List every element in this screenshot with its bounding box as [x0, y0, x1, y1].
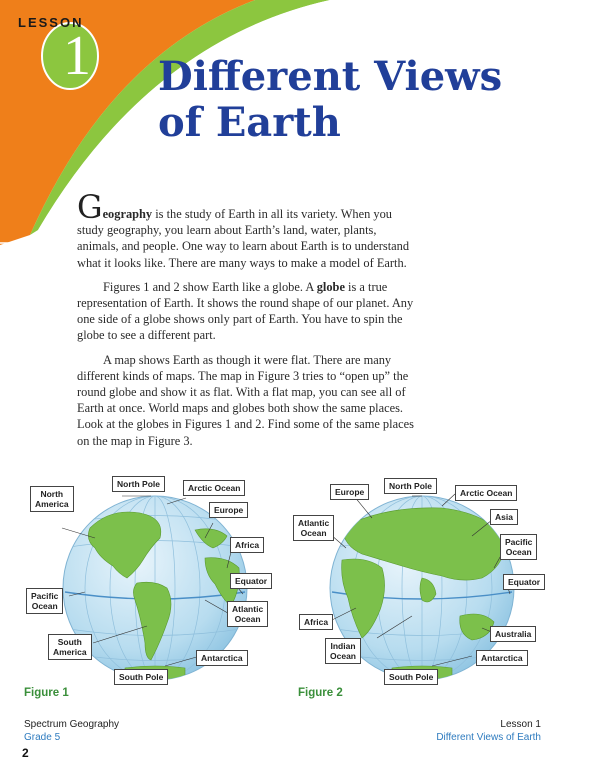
lesson-label: LESSON	[18, 15, 84, 30]
footer-lesson-title: Different Views of Earth	[436, 732, 541, 743]
footer-book-title: Spectrum Geography	[24, 719, 120, 730]
paragraph-3: A map shows Earth as though it were flat. There are many different kinds of maps. The map in Figure 3 tries to “open up” the round globe and show it as flat. With a flat map, you can see all of Earth at once. World maps and globes both show the same places. Look at the globes in Figures 1 and 2. Find some of the same places on the map in Figure 3.	[77, 352, 414, 448]
paragraph-1-text: is the study of Earth in all its variety. When you study geography, you learn about Earth’s land, water, plants, animals, and people. One way to learn about Earth is to understand what it looks like. There are many ways to make a model of Earth.	[77, 207, 410, 270]
fig1-label-north-america: North America	[30, 486, 74, 512]
body-text	[77, 188, 419, 457]
lesson-number: 1	[63, 25, 91, 87]
footer-grade: Grade 5	[24, 732, 61, 743]
fig1-label-antarctica: Antarctica	[196, 650, 248, 666]
title-line-2: of Earth	[158, 99, 341, 146]
page-number: 2	[22, 746, 29, 760]
footer-lesson: Lesson 1	[500, 719, 541, 730]
footer-right	[436, 718, 541, 744]
fig2-label-europe: Europe	[330, 484, 369, 500]
fig2-label-asia: Asia	[490, 509, 518, 525]
fig2-label-australia: Australia	[490, 626, 536, 642]
fig2-label-south-pole: South Pole	[384, 669, 438, 685]
fig1-label-arctic-ocean: Arctic Ocean	[183, 480, 245, 496]
fig1-label-equator: Equator	[230, 573, 272, 589]
paragraph-2	[77, 279, 419, 344]
fig2-label-arctic-ocean: Arctic Ocean	[455, 485, 517, 501]
term-globe: globe	[316, 279, 345, 294]
fig2-label-equator: Equator	[503, 574, 545, 590]
fig2-label-antarctica: Antarctica	[476, 650, 528, 666]
fig1-label-pacific-ocean: Pacific Ocean	[26, 588, 63, 614]
fig2-label-atlantic-ocean: Atlantic Ocean	[293, 515, 334, 541]
fig2-label-africa: Africa	[299, 614, 333, 630]
fig1-label-south-pole: South Pole	[114, 669, 168, 685]
paragraph-2-text: is a true representation of Earth. It shows the round shape of our planet. Any one side of a globe shows only part of Earth. You have to spin the globe to see a different part.	[77, 279, 414, 343]
fig2-label-indian-ocean: Indian Ocean	[325, 638, 361, 664]
term-geography: eography	[102, 207, 153, 221]
fig1-label-europe: Europe	[209, 502, 248, 518]
fig2-label-pacific-ocean: Pacific Ocean	[500, 534, 537, 560]
paragraph-2-start: Figures 1 and 2 show Earth like a globe. A	[103, 279, 317, 294]
figure-1-caption: Figure 1	[24, 687, 69, 699]
footer-left	[24, 718, 119, 744]
fig1-label-atlantic-ocean: Atlantic Ocean	[227, 601, 268, 627]
paragraph-1	[77, 188, 419, 271]
figure-2-caption: Figure 2	[298, 687, 343, 699]
fig1-label-south-america: South America	[48, 634, 92, 660]
drop-cap: G	[77, 188, 103, 226]
page-title	[158, 54, 598, 146]
title-line-1: Different Views	[158, 53, 503, 100]
fig1-label-africa: Africa	[230, 537, 264, 553]
fig1-label-north-pole: North Pole	[112, 476, 165, 492]
fig2-label-north-pole: North Pole	[384, 478, 437, 494]
